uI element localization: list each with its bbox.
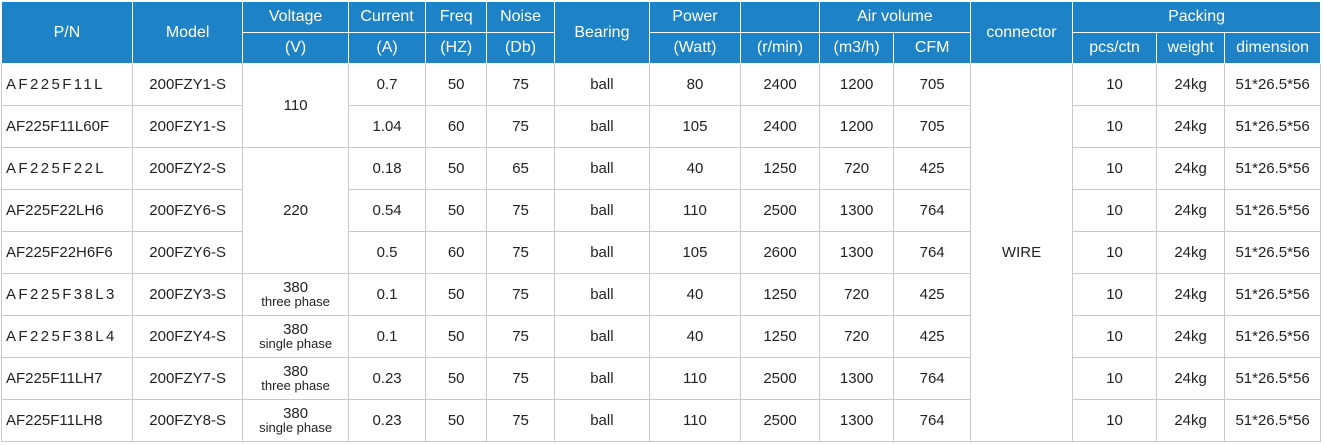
table-row <box>2 400 1321 442</box>
cell-bearing: ball <box>555 274 650 316</box>
table-row <box>2 190 1321 232</box>
cell-pn: AF225F11LH7 <box>2 358 133 400</box>
cell-air-m3h: 1300 <box>819 358 893 400</box>
cell-noise: 75 <box>487 400 555 442</box>
cell-dimension: 51*26.5*56 <box>1225 148 1321 190</box>
cell-pn: AF225F38L3 <box>2 274 133 316</box>
cell-power: 80 <box>649 64 740 106</box>
table-row <box>2 64 1321 106</box>
cell-speed: 2500 <box>741 400 820 442</box>
cell-weight: 24kg <box>1157 400 1225 442</box>
cell-noise: 75 <box>487 232 555 274</box>
cell-air-m3h: 1300 <box>819 190 893 232</box>
cell-freq: 50 <box>426 400 487 442</box>
cell-pn: AF225F38L4 <box>2 316 133 358</box>
cell-air-cfm: 764 <box>894 190 971 232</box>
header-dimension: dimension <box>1225 33 1321 64</box>
cell-speed: 2400 <box>741 64 820 106</box>
header-current-unit: (A) <box>348 33 426 64</box>
cell-voltage-220: 220 <box>243 148 348 274</box>
cell-pn: AF225F11LH8 <box>2 400 133 442</box>
cell-noise: 75 <box>487 190 555 232</box>
cell-current: 0.1 <box>348 274 426 316</box>
cell-noise: 75 <box>487 106 555 148</box>
cell-power: 40 <box>649 274 740 316</box>
cell-current: 0.54 <box>348 190 426 232</box>
voltage-value: 380 <box>283 405 309 422</box>
cell-dimension: 51*26.5*56 <box>1225 106 1321 148</box>
cell-current: 0.18 <box>348 148 426 190</box>
cell-speed: 1250 <box>741 274 820 316</box>
cell-dimension: 51*26.5*56 <box>1225 358 1321 400</box>
cell-air-m3h: 1200 <box>819 64 893 106</box>
cell-power: 105 <box>649 106 740 148</box>
header-pcs: pcs/ctn <box>1073 33 1157 64</box>
table-body <box>2 64 1321 442</box>
cell-weight: 24kg <box>1157 148 1225 190</box>
cell-current: 0.1 <box>348 316 426 358</box>
header-power: Power <box>649 2 740 33</box>
header-speed-unit: (r/min) <box>741 33 820 64</box>
header-voltage-unit: (V) <box>243 33 348 64</box>
cell-pcs: 10 <box>1073 400 1157 442</box>
header-packing: Packing <box>1073 2 1321 33</box>
cell-voltage-110: 110 <box>243 64 348 148</box>
cell-pn: AF225F11L60F <box>2 106 133 148</box>
cell-bearing: ball <box>555 358 650 400</box>
cell-air-cfm: 425 <box>894 316 971 358</box>
header-bearing: Bearing <box>555 2 650 64</box>
cell-air-cfm: 705 <box>894 64 971 106</box>
cell-pn: AF225F22LH6 <box>2 190 133 232</box>
cell-current: 1.04 <box>348 106 426 148</box>
cell-voltage <box>243 316 348 358</box>
cell-voltage <box>243 274 348 316</box>
table-row <box>2 358 1321 400</box>
voltage-phase: single phase <box>259 336 333 351</box>
voltage-value: 380 <box>283 363 309 380</box>
cell-power: 110 <box>649 358 740 400</box>
cell-weight: 24kg <box>1157 274 1225 316</box>
cell-noise: 65 <box>487 148 555 190</box>
voltage-phase: single phase <box>259 420 333 435</box>
cell-freq: 50 <box>426 190 487 232</box>
cell-speed: 1250 <box>741 148 820 190</box>
cell-dimension: 51*26.5*56 <box>1225 64 1321 106</box>
cell-pn: AF225F22L <box>2 148 133 190</box>
header-connector: connector <box>970 2 1072 64</box>
cell-power: 40 <box>649 148 740 190</box>
voltage-phase: three phase <box>261 294 330 309</box>
cell-pcs: 10 <box>1073 274 1157 316</box>
cell-freq: 50 <box>426 316 487 358</box>
voltage-value: 380 <box>283 321 309 338</box>
cell-model: 200FZY6-S <box>132 232 243 274</box>
cell-noise: 75 <box>487 358 555 400</box>
cell-model: 200FZY1-S <box>132 64 243 106</box>
cell-power: 105 <box>649 232 740 274</box>
table-row <box>2 148 1321 190</box>
table-header <box>2 2 1321 64</box>
cell-air-m3h: 720 <box>819 148 893 190</box>
cell-dimension: 51*26.5*56 <box>1225 232 1321 274</box>
cell-weight: 24kg <box>1157 316 1225 358</box>
cell-air-cfm: 425 <box>894 148 971 190</box>
header-speed <box>741 2 820 33</box>
cell-pcs: 10 <box>1073 316 1157 358</box>
cell-pn: AF225F22H6F6 <box>2 232 133 274</box>
cell-air-cfm: 425 <box>894 274 971 316</box>
cell-model: 200FZY7-S <box>132 358 243 400</box>
cell-freq: 50 <box>426 64 487 106</box>
cell-dimension: 51*26.5*56 <box>1225 400 1321 442</box>
cell-speed: 2500 <box>741 358 820 400</box>
header-air-volume: Air volume <box>819 2 970 33</box>
cell-speed: 1250 <box>741 316 820 358</box>
cell-dimension: 51*26.5*56 <box>1225 190 1321 232</box>
cell-power: 110 <box>649 190 740 232</box>
cell-noise: 75 <box>487 274 555 316</box>
cell-air-cfm: 764 <box>894 232 971 274</box>
table-row <box>2 274 1321 316</box>
table-row <box>2 232 1321 274</box>
cell-air-m3h: 720 <box>819 274 893 316</box>
cell-pcs: 10 <box>1073 232 1157 274</box>
cell-air-cfm: 764 <box>894 400 971 442</box>
cell-power: 40 <box>649 316 740 358</box>
header-pn: P/N <box>2 2 133 64</box>
cell-weight: 24kg <box>1157 190 1225 232</box>
cell-dimension: 51*26.5*56 <box>1225 274 1321 316</box>
cell-speed: 2500 <box>741 190 820 232</box>
cell-air-cfm: 764 <box>894 358 971 400</box>
cell-pcs: 10 <box>1073 64 1157 106</box>
header-noise-unit: (Db) <box>487 33 555 64</box>
cell-freq: 60 <box>426 106 487 148</box>
header-weight: weight <box>1157 33 1225 64</box>
cell-bearing: ball <box>555 232 650 274</box>
cell-weight: 24kg <box>1157 64 1225 106</box>
voltage-value: 380 <box>283 279 309 296</box>
cell-bearing: ball <box>555 190 650 232</box>
cell-freq: 50 <box>426 148 487 190</box>
header-air-cfm: CFM <box>894 33 971 64</box>
cell-connector: WIRE <box>970 64 1072 442</box>
cell-bearing: ball <box>555 148 650 190</box>
cell-pcs: 10 <box>1073 190 1157 232</box>
cell-model: 200FZY6-S <box>132 190 243 232</box>
cell-current: 0.23 <box>348 358 426 400</box>
header-voltage: Voltage <box>243 2 348 33</box>
cell-voltage <box>243 358 348 400</box>
voltage-phase: three phase <box>261 378 330 393</box>
cell-freq: 50 <box>426 358 487 400</box>
cell-pcs: 10 <box>1073 106 1157 148</box>
cell-speed: 2600 <box>741 232 820 274</box>
table-row <box>2 106 1321 148</box>
cell-noise: 75 <box>487 316 555 358</box>
cell-weight: 24kg <box>1157 358 1225 400</box>
cell-dimension: 51*26.5*56 <box>1225 316 1321 358</box>
cell-freq: 50 <box>426 274 487 316</box>
header-freq-unit: (HZ) <box>426 33 487 64</box>
cell-bearing: ball <box>555 400 650 442</box>
header-model: Model <box>132 2 243 64</box>
cell-pn: AF225F11L <box>2 64 133 106</box>
cell-air-m3h: 1300 <box>819 400 893 442</box>
cell-voltage <box>243 400 348 442</box>
cell-power: 110 <box>649 400 740 442</box>
cell-speed: 2400 <box>741 106 820 148</box>
cell-current: 0.23 <box>348 400 426 442</box>
cell-current: 0.7 <box>348 64 426 106</box>
cell-pcs: 10 <box>1073 148 1157 190</box>
cell-bearing: ball <box>555 316 650 358</box>
cell-pcs: 10 <box>1073 358 1157 400</box>
cell-model: 200FZY8-S <box>132 400 243 442</box>
header-freq: Freq <box>426 2 487 33</box>
cell-model: 200FZY4-S <box>132 316 243 358</box>
cell-air-cfm: 705 <box>894 106 971 148</box>
header-current: Current <box>348 2 426 33</box>
cell-current: 0.5 <box>348 232 426 274</box>
cell-freq: 60 <box>426 232 487 274</box>
cell-weight: 24kg <box>1157 106 1225 148</box>
cell-weight: 24kg <box>1157 232 1225 274</box>
spec-table <box>1 1 1321 442</box>
header-noise: Noise <box>487 2 555 33</box>
cell-air-m3h: 720 <box>819 316 893 358</box>
table-row <box>2 316 1321 358</box>
header-power-unit: (Watt) <box>649 33 740 64</box>
cell-bearing: ball <box>555 64 650 106</box>
cell-air-m3h: 1300 <box>819 232 893 274</box>
cell-model: 200FZY1-S <box>132 106 243 148</box>
cell-model: 200FZY2-S <box>132 148 243 190</box>
cell-noise: 75 <box>487 64 555 106</box>
header-air-m3h: (m3/h) <box>819 33 893 64</box>
cell-model: 200FZY3-S <box>132 274 243 316</box>
cell-bearing: ball <box>555 106 650 148</box>
cell-air-m3h: 1200 <box>819 106 893 148</box>
